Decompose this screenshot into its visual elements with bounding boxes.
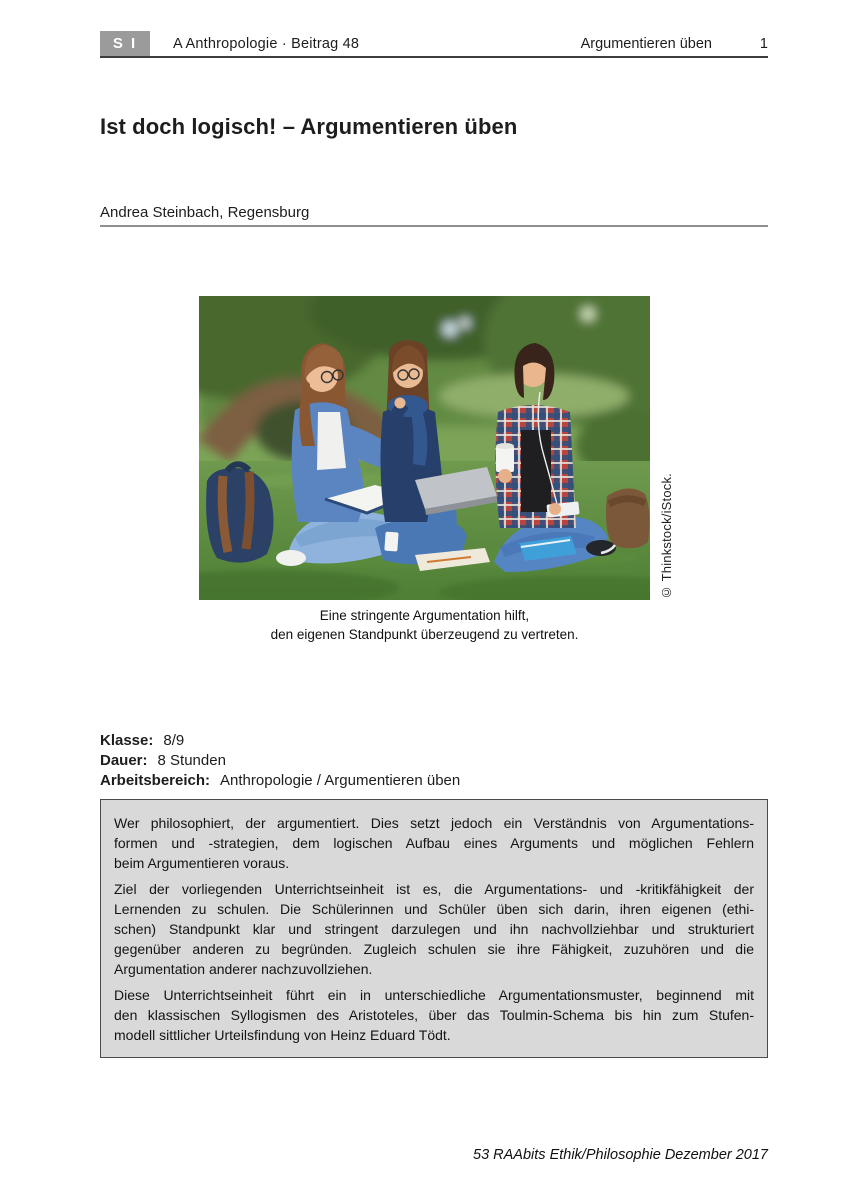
abstract-paragraph: [114, 985, 754, 1045]
grade-level-badge: S I: [100, 31, 150, 56]
abstract-line: Lernenden zu schulen. Die Schülerinnen und Schüler üben sich darin, ihren eigenen (ethi-: [114, 901, 754, 917]
abstract-line: den klassischen Syllogismen des Aristoteles, über das Toulmin-Schema bis hin zum Stufen-: [114, 1007, 754, 1023]
caption-line-1: Eine stringente Argumentation hilft,: [319, 608, 530, 623]
photo-illustration: [199, 296, 650, 600]
photo-credit: © Thinkstock/iStock.: [659, 472, 674, 600]
meta-label: Klasse:: [100, 732, 154, 749]
abstract-paragraph: [114, 813, 754, 873]
caption-line-2: den eigenen Standpunkt überzeugend zu vertreten.: [270, 627, 579, 642]
abstract-line: beim Argumentieren voraus.: [114, 855, 290, 871]
figure-container: [199, 296, 674, 600]
page-header: [100, 31, 768, 56]
meta-value: 8/9: [163, 732, 185, 749]
meta-row-arbeitsbereich: [100, 771, 768, 791]
header-section-label: A Anthropologie · Beitrag 48: [173, 35, 360, 52]
meta-row-dauer: [100, 751, 768, 771]
author-line: Andrea Steinbach, Regensburg: [100, 204, 310, 221]
abstract-line: gegenüber anderen zu begründen. Zugleich schulen sie ihre Fähigkeit, zuzuhören und die: [114, 941, 754, 957]
abstract-line: Diese Unterrichtseinheit führt ein in unterschiedliche Argumentationsmuster, beginnend mit: [114, 987, 754, 1003]
meta-value: Anthropologie / Argumentieren üben: [220, 772, 461, 789]
brown-bag: [606, 488, 649, 548]
lesson-meta: [100, 731, 768, 791]
header-topic-label: Argumentieren üben: [580, 35, 712, 52]
abstract-line: modell sittlicher Urteilsfindung von Heinz Eduard Tödt.: [114, 1027, 451, 1043]
footer-imprint: 53 RAAbits Ethik/Philosophie Dezember 2017: [473, 1147, 768, 1163]
abstract-line: Wer philosophiert, der argumentiert. Dies setzt jedoch ein Verständnis von Argumentations-: [114, 815, 754, 831]
meta-value: 8 Stunden: [157, 752, 226, 769]
abstract-paragraph: [114, 879, 754, 979]
author-rule: [100, 225, 768, 227]
page-number: 1: [759, 35, 768, 52]
abstract-line: Argumentation anderer nachzuvollziehen.: [114, 961, 373, 977]
figure-caption: [199, 606, 650, 644]
page-title: Ist doch logisch! – Argumentieren üben: [100, 114, 518, 139]
meta-label: Dauer:: [100, 752, 148, 769]
abstract-box: [100, 799, 768, 1058]
abstract-line: Ziel der vorliegenden Unterrichtseinheit ist es, die Argumentations- und -kritikfähigkeit der: [114, 881, 754, 897]
meta-label: Arbeitsbereich:: [100, 772, 211, 789]
abstract-line: schen) Standpunkt klar und stringent darzulegen und ihn nachvollziehbar und strukturiert: [114, 921, 754, 937]
header-rule: [100, 56, 768, 58]
meta-row-klasse: [100, 731, 768, 751]
abstract-line: formen und -strategien, dem logischen Aufbau eines Arguments und möglichen Fehlern: [114, 835, 754, 851]
